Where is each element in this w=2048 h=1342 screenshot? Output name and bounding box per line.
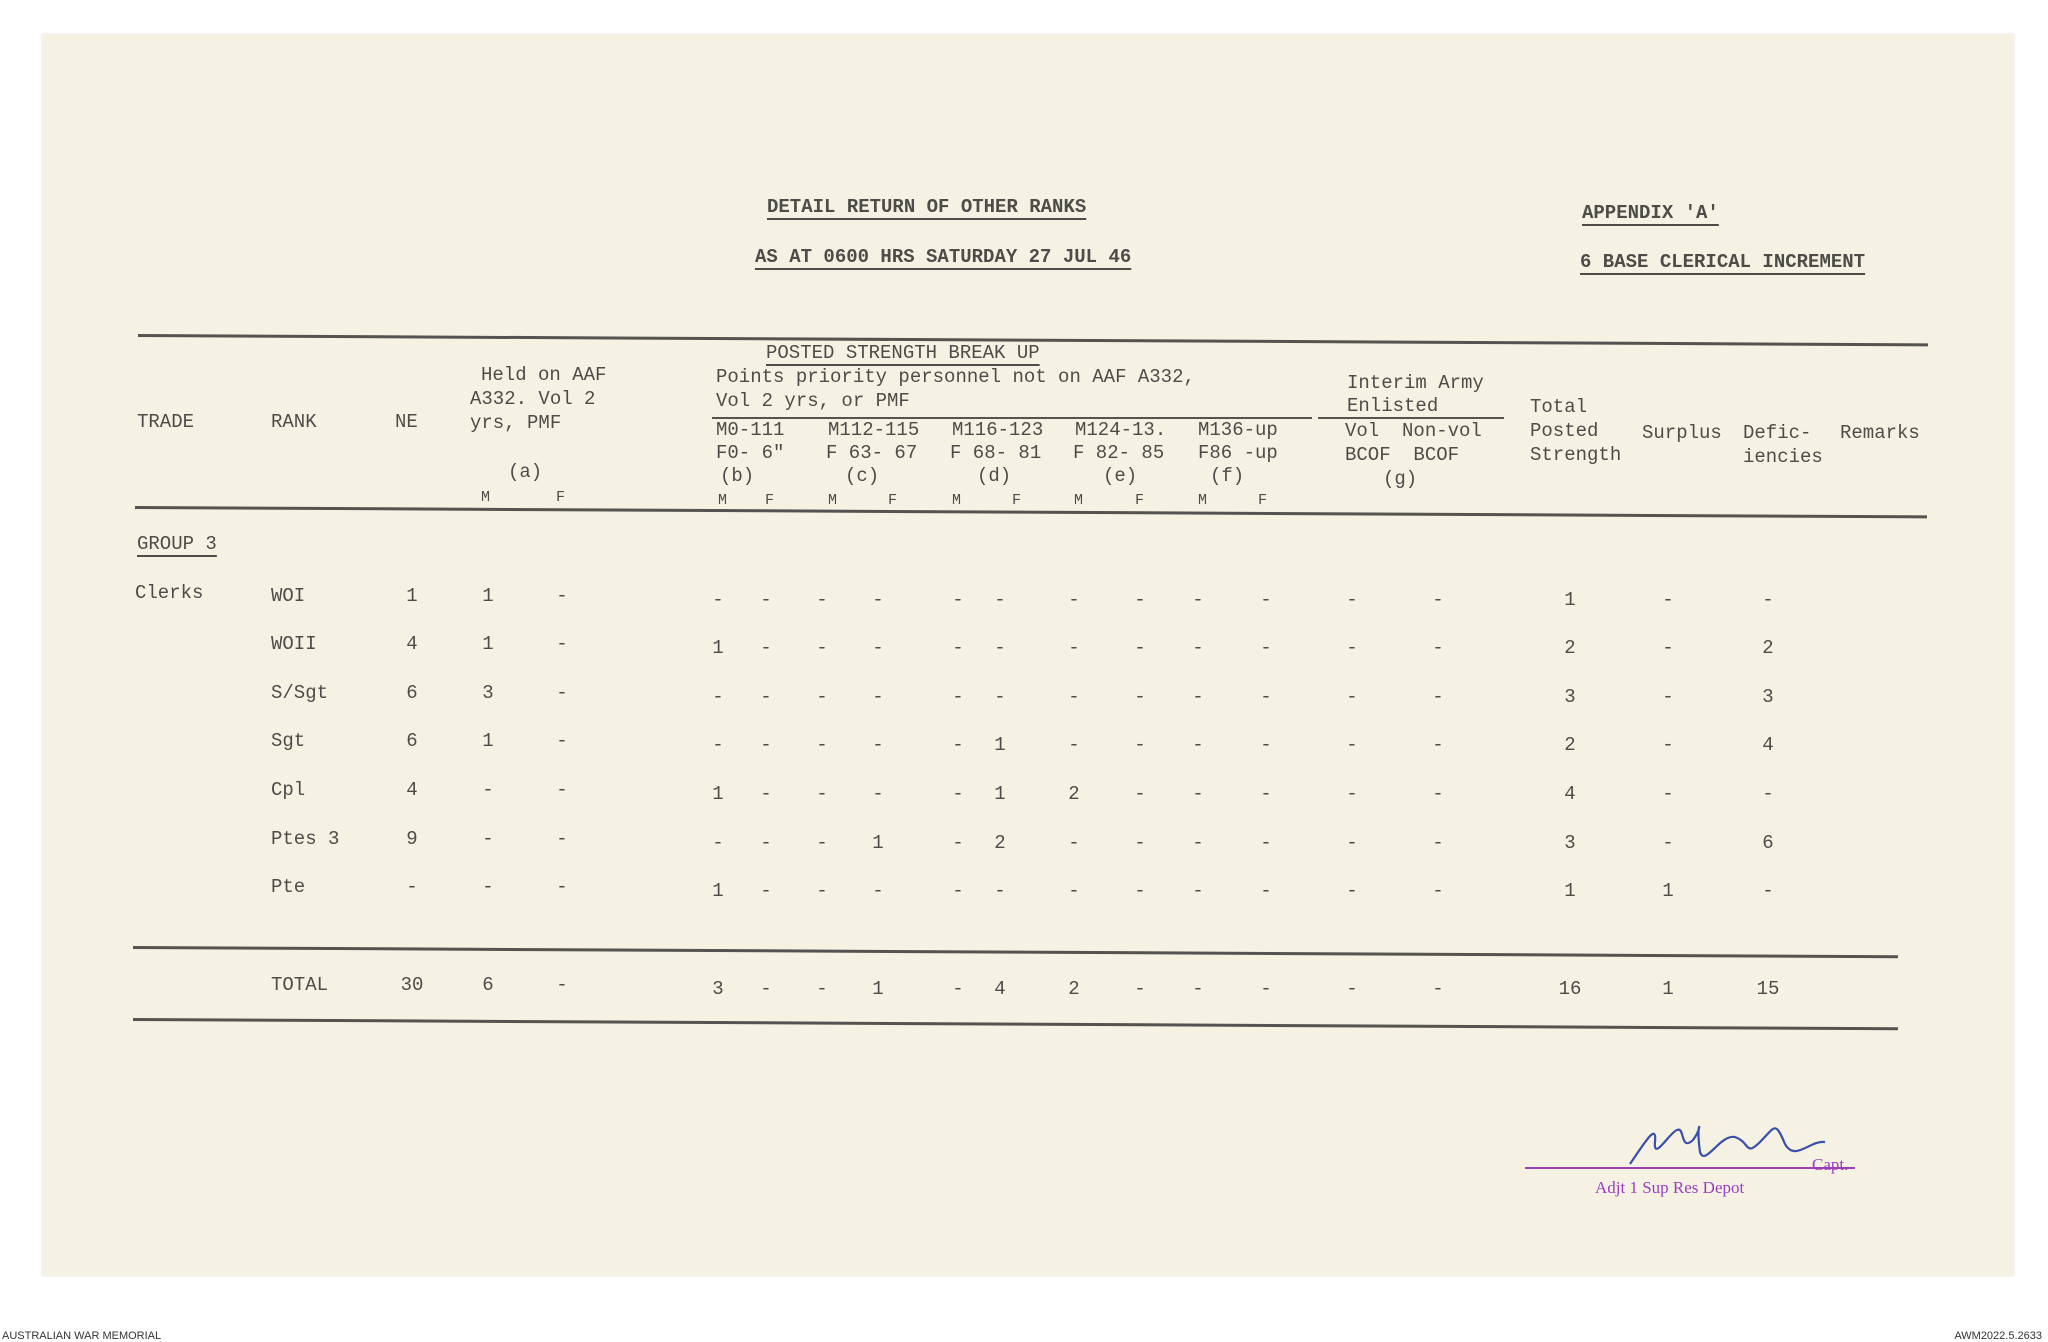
header-c-label: (c) (845, 465, 880, 487)
header-d-m: M (952, 492, 962, 509)
table-cell: - (1260, 686, 1272, 708)
table-cell: - (1662, 832, 1674, 854)
table-cell: - (1260, 880, 1272, 902)
table-cell: - (1068, 832, 1080, 854)
table-cell: 1 (1662, 978, 1674, 1000)
table-cell: - (1662, 589, 1674, 611)
header-c-line1: M112-115 (828, 419, 920, 441)
table-cell: - (1432, 734, 1444, 756)
table-cell: - (1134, 686, 1146, 708)
table-cell: 1 (712, 637, 724, 659)
table-cell: - (816, 783, 828, 805)
table-cell: - (994, 637, 1006, 659)
table-cell: - (816, 637, 828, 659)
header-surplus: Surplus (1642, 422, 1722, 444)
table-cell: - (1068, 734, 1080, 756)
header-trade: TRADE (137, 411, 195, 433)
rank-cell: Sgt (271, 730, 306, 752)
rank-cell: WOII (271, 633, 317, 655)
table-cell: - (1192, 637, 1204, 659)
table-cell: 1 (994, 734, 1006, 756)
table-cell: 9 (406, 828, 418, 850)
table-cell: - (1068, 637, 1080, 659)
interim-underline (1318, 417, 1504, 419)
table-cell: - (1346, 783, 1358, 805)
table-cell: - (816, 832, 828, 854)
header-defic-line1: Defic- (1743, 422, 1812, 444)
table-cell: - (1134, 978, 1146, 1000)
header-c-line2: F 63- 67 (826, 442, 918, 464)
table-cell: - (556, 828, 568, 850)
table-cell: - (556, 730, 568, 752)
table-cell: - (1432, 637, 1444, 659)
table-cell: - (556, 682, 568, 704)
header-b-m: M (718, 492, 728, 509)
header-e-line2: F 82- 85 (1073, 442, 1165, 464)
table-cell: 16 (1558, 978, 1582, 1000)
unit-name: 6 BASE CLERICAL INCREMENT (1580, 251, 1866, 273)
signature-line (1525, 1167, 1855, 1169)
table-cell: - (1762, 783, 1774, 805)
table-cell: - (1192, 783, 1204, 805)
rank-cell: Pte (271, 876, 306, 898)
header-b-line2: F0- 6" (716, 442, 785, 464)
table-cell: - (1134, 880, 1146, 902)
header-ne: NE (395, 411, 418, 433)
header-d-f: F (1012, 492, 1022, 509)
table-cell: 2 (1068, 978, 1080, 1000)
header-total-line3: Strength (1530, 444, 1622, 466)
document-title: DETAIL RETURN OF OTHER RANKS (767, 196, 1087, 218)
table-cell: - (994, 686, 1006, 708)
table-cell: - (1762, 589, 1774, 611)
header-posted-break: POSTED STRENGTH BREAK UP (766, 342, 1040, 364)
table-cell: 3 (1564, 686, 1576, 708)
table-cell: 1 (1564, 589, 1576, 611)
table-cell: - (1260, 637, 1272, 659)
rank-cell: S/Sgt (271, 682, 329, 704)
rank-cell: WOI (271, 585, 306, 607)
table-cell: - (952, 637, 964, 659)
table-cell: - (1068, 880, 1080, 902)
table-cell: - (816, 589, 828, 611)
table-cell: - (1192, 589, 1204, 611)
header-total-line1: Total (1530, 396, 1588, 418)
table-cell: - (1260, 832, 1272, 854)
table-cell: - (1346, 637, 1358, 659)
header-held-line2: A332. Vol 2 (470, 388, 596, 410)
header-e-m: M (1074, 492, 1084, 509)
table-cell: 4 (994, 978, 1006, 1000)
table-cell: - (556, 876, 568, 898)
header-interim-line3: Vol Non-vol (1345, 420, 1482, 442)
table-cell: - (1432, 783, 1444, 805)
table-cell: - (872, 589, 884, 611)
table-cell: - (760, 686, 772, 708)
header-e-line1: M124-13. (1075, 419, 1167, 441)
table-cell: - (1260, 978, 1272, 1000)
table-cell: 3 (1762, 686, 1774, 708)
table-cell: - (872, 783, 884, 805)
table-cell: 3 (712, 978, 724, 1000)
table-cell: - (872, 880, 884, 902)
header-total-line2: Posted (1530, 420, 1599, 442)
table-cell: - (1346, 880, 1358, 902)
header-interim-line1: Interim Army (1347, 372, 1484, 394)
table-cell: - (1346, 589, 1358, 611)
table-cell: - (994, 589, 1006, 611)
table-cell: - (952, 880, 964, 902)
table-cell: - (760, 734, 772, 756)
header-held-line1: Held on AAF (481, 364, 607, 386)
table-cell: 2 (994, 832, 1006, 854)
table-cell: 1 (482, 633, 494, 655)
table-cell: 2 (1762, 637, 1774, 659)
table-cell: - (760, 637, 772, 659)
header-remarks: Remarks (1840, 422, 1920, 444)
table-cell: - (760, 832, 772, 854)
table-cell: 6 (1762, 832, 1774, 854)
table-cell: 2 (1564, 734, 1576, 756)
footer-credit: AUSTRALIAN WAR MEMORIAL (2, 1330, 162, 1342)
table-cell: - (1346, 978, 1358, 1000)
header-defic-line2: iencies (1743, 446, 1823, 468)
table-cell: - (1432, 880, 1444, 902)
table-cell: - (556, 633, 568, 655)
table-cell: - (952, 832, 964, 854)
header-d-line2: F 68- 81 (950, 442, 1042, 464)
header-f-f: F (1258, 492, 1268, 509)
table-cell: - (994, 880, 1006, 902)
table-cell: - (816, 686, 828, 708)
table-cell: 1 (994, 783, 1006, 805)
header-e-f: F (1135, 492, 1145, 509)
table-cell: - (1192, 832, 1204, 854)
table-cell: - (1432, 978, 1444, 1000)
table-cell: - (1134, 832, 1146, 854)
table-cell: - (482, 876, 494, 898)
table-cell: - (482, 828, 494, 850)
header-d-line1: M116-123 (952, 419, 1044, 441)
table-cell: - (760, 589, 772, 611)
table-cell: - (1068, 589, 1080, 611)
header-held-line3: yrs, PMF (470, 412, 562, 434)
table-cell: - (482, 779, 494, 801)
table-cell: 4 (406, 779, 418, 801)
table-cell: 2 (1564, 637, 1576, 659)
table-cell: - (712, 589, 724, 611)
table-cell: 30 (400, 974, 424, 996)
header-interim-line4: BCOF BCOF (1345, 444, 1460, 466)
table-cell: - (872, 637, 884, 659)
table-cell: 3 (482, 682, 494, 704)
table-cell: - (556, 974, 568, 996)
table-cell: - (1346, 686, 1358, 708)
adjutant-stamp: Adjt 1 Sup Res Depot (1595, 1178, 1745, 1197)
table-cell: - (1134, 637, 1146, 659)
table-cell: - (712, 734, 724, 756)
table-cell: - (1192, 978, 1204, 1000)
table-cell: - (952, 734, 964, 756)
table-cell: - (1662, 783, 1674, 805)
table-cell: - (556, 779, 568, 801)
table-cell: 1 (872, 832, 884, 854)
table-cell: - (712, 832, 724, 854)
table-cell: 1 (406, 585, 418, 607)
table-cell: 4 (406, 633, 418, 655)
table-cell: - (760, 978, 772, 1000)
rank-cell: TOTAL (271, 974, 329, 996)
table-cell: - (760, 783, 772, 805)
table-cell: - (1432, 832, 1444, 854)
table-cell: - (1662, 734, 1674, 756)
table-cell: 15 (1756, 978, 1780, 1000)
table-cell: - (1134, 589, 1146, 611)
header-b-f: F (765, 492, 775, 509)
header-e-label: (e) (1103, 465, 1138, 487)
table-cell: - (952, 783, 964, 805)
table-cell: - (406, 876, 418, 898)
table-cell: 4 (1564, 783, 1576, 805)
table-cell: - (1260, 783, 1272, 805)
table-cell: - (952, 686, 964, 708)
table-cell: - (1192, 880, 1204, 902)
table-cell: - (1662, 686, 1674, 708)
table-cell: 6 (482, 974, 494, 996)
header-interim-line2: Enlisted (1347, 395, 1439, 417)
header-held-a: (a) (508, 461, 543, 483)
footer-accession: AWM2022.5.2633 (1954, 1330, 2042, 1342)
document-subtitle: AS AT 0600 HRS SATURDAY 27 JUL 46 (755, 246, 1132, 268)
table-cell: - (1762, 880, 1774, 902)
table-cell: 2 (1068, 783, 1080, 805)
table-cell: - (1432, 686, 1444, 708)
header-points-line1: Points priority personnel not on AAF A332, (716, 366, 1195, 388)
rank-cell: Cpl (271, 779, 306, 801)
table-cell: 1 (1564, 880, 1576, 902)
table-cell: - (1432, 589, 1444, 611)
header-f-line2: F86 -up (1198, 442, 1278, 464)
table-cell: 1 (482, 730, 494, 752)
table-cell: - (872, 686, 884, 708)
header-c-f: F (888, 492, 898, 509)
table-cell: - (952, 978, 964, 1000)
header-f-m: M (1198, 492, 1208, 509)
header-a-f: F (556, 489, 566, 506)
table-cell: - (816, 978, 828, 1000)
table-cell: - (556, 585, 568, 607)
table-cell: - (1662, 637, 1674, 659)
rank-cell: Ptes 3 (271, 828, 340, 850)
header-c-m: M (828, 492, 838, 509)
header-f-label: (f) (1210, 465, 1245, 487)
table-cell: - (1260, 589, 1272, 611)
table-cell: - (872, 734, 884, 756)
table-cell: 1 (712, 783, 724, 805)
header-b-label: (b) (720, 465, 755, 487)
table-cell: 3 (1564, 832, 1576, 854)
table-cell: - (712, 686, 724, 708)
table-cell: 1 (712, 880, 724, 902)
table-cell: 4 (1762, 734, 1774, 756)
table-cell: 6 (406, 682, 418, 704)
header-a-m: M (481, 489, 491, 506)
table-cell: - (1192, 686, 1204, 708)
table-cell: - (1346, 734, 1358, 756)
table-cell: - (816, 880, 828, 902)
table-cell: 1 (1662, 880, 1674, 902)
table-cell: - (952, 589, 964, 611)
table-cell: - (1134, 783, 1146, 805)
signature-rank: Capt. (1812, 1155, 1849, 1174)
header-interim-g: (g) (1383, 468, 1418, 490)
table-cell: - (1346, 832, 1358, 854)
header-b-line1: M0-111 (716, 419, 785, 441)
header-rank: RANK (271, 411, 317, 433)
header-f-line1: M136-up (1198, 419, 1278, 441)
appendix-label: APPENDIX 'A' (1582, 202, 1719, 224)
table-cell: - (1260, 734, 1272, 756)
table-cell: 1 (482, 585, 494, 607)
group-label: GROUP 3 (137, 533, 217, 555)
table-cell: - (1134, 734, 1146, 756)
table-cell: - (1068, 686, 1080, 708)
header-points-line2: Vol 2 yrs, or PMF (716, 390, 910, 412)
trade-clerks: Clerks (135, 582, 204, 604)
table-cell: 6 (406, 730, 418, 752)
header-d-label: (d) (977, 465, 1012, 487)
table-cell: - (760, 880, 772, 902)
table-cell: 1 (872, 978, 884, 1000)
table-cell: - (1192, 734, 1204, 756)
table-cell: - (816, 734, 828, 756)
